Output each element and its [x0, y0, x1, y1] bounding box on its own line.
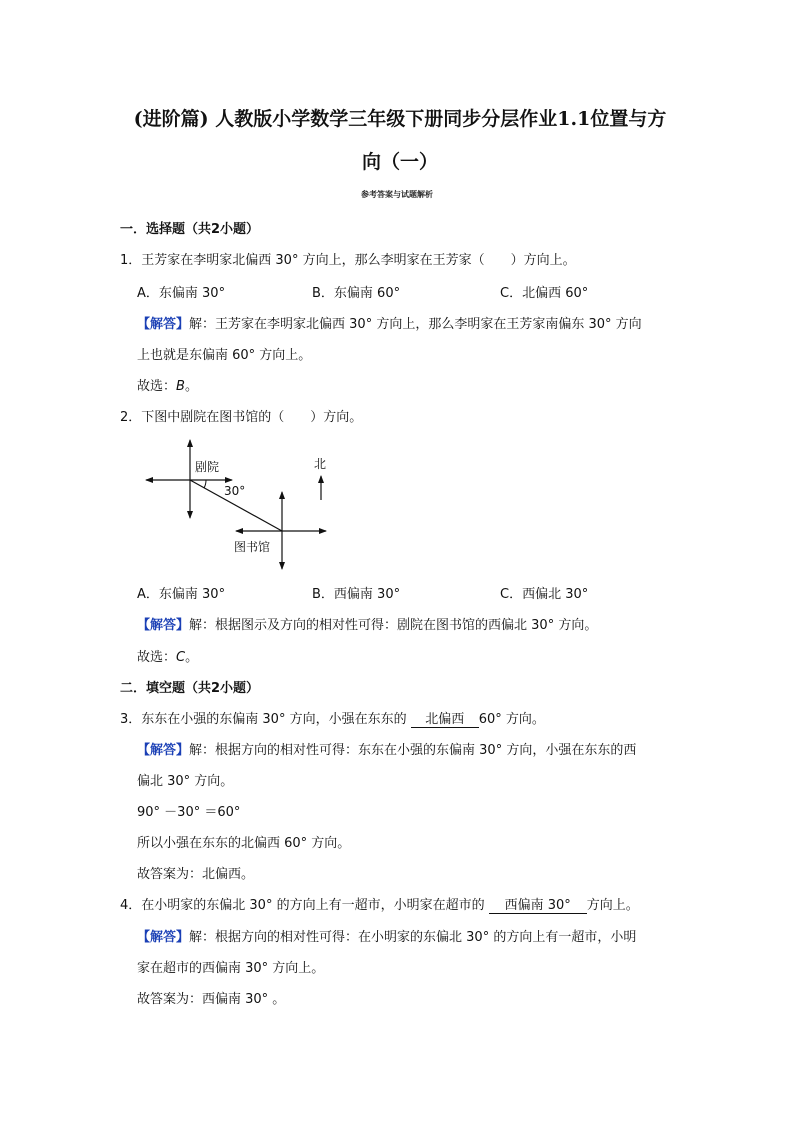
choice-letter: C: [176, 650, 186, 665]
section-heading-choice: 一．选择题（共2小题）: [120, 222, 260, 237]
question-2-option-c: C．西偏北 30°: [500, 587, 589, 602]
choice-suffix: 。: [184, 379, 198, 394]
angle-arc: [204, 480, 206, 488]
question-1-analysis-line-1: [137, 313, 642, 332]
direction-diagram: [140, 434, 340, 574]
question-3-analysis-line-2: 偏北 30° 方向。: [137, 774, 234, 789]
question-2-option-b: B．西偏南 30°: [312, 587, 401, 602]
north-label: 北: [314, 457, 327, 471]
choice-prefix: 故选：: [137, 650, 177, 665]
question-4-analysis-line-1: [137, 926, 636, 945]
answer-tag: 【解答】: [137, 317, 190, 332]
library-label: 图书馆: [234, 540, 271, 554]
question-4-analysis-line-2: 家在超市的西偏南 30° 方向上。: [137, 961, 325, 976]
answer-blank: 北偏西: [411, 708, 479, 728]
question-3-answer: 故答案为：北偏西。: [137, 867, 255, 882]
document-title-line-2: 向（一）: [361, 151, 438, 173]
theater-label: 剧院: [195, 460, 220, 474]
question-1-option-c: C．北偏西 60°: [500, 286, 589, 301]
question-2-option-a: A．东偏南 30°: [137, 587, 226, 602]
question-1-option-b: B．东偏南 60°: [312, 286, 401, 301]
analysis-text: 解：根据方向的相对性可得：在小明家的东偏北 30° 的方向上有一超市，小明: [189, 930, 637, 945]
analysis-text: 解：王芳家在李明家北偏西 30° 方向上，那么李明家在王芳家南偏东 30° 方向: [189, 317, 642, 332]
question-3-analysis-line-1: [137, 739, 636, 758]
document-title-line-1: (进阶篇) 人教版小学数学三年级下册同步分层作业1.1位置与方: [133, 108, 667, 130]
question-2-analysis-line-1: [137, 614, 597, 633]
angle-label: 30°: [224, 484, 246, 498]
answer-tag: 【解答】: [137, 618, 190, 633]
question-1-option-a: A．东偏南 30°: [137, 286, 226, 301]
question-2-choice: [137, 646, 198, 665]
choice-letter: B: [176, 379, 185, 394]
question-1-choice: [137, 375, 198, 394]
analysis-text: 解：根据图示及方向的相对性可得：剧院在图书馆的西偏北 30° 方向。: [189, 618, 598, 633]
question-3-text: [120, 708, 545, 728]
question-text-tail: 方向上。: [586, 898, 639, 913]
answer-blank: 西偏南 30°: [489, 894, 587, 914]
answer-tag: 【解答】: [137, 930, 190, 945]
question-3-calculation: 90° －30° ＝60°: [137, 805, 241, 820]
question-text: 4．在小明家的东偏北 30° 的方向上有一超市，小明家在超市的: [120, 898, 485, 913]
question-text: 3．东东在小强的东偏南 30° 方向，小强在东东的: [120, 712, 407, 727]
question-2-text: 2．下图中剧院在图书馆的（ ）方向。: [120, 410, 363, 425]
analysis-text: 解：根据方向的相对性可得：东东在小强的东偏南 30° 方向，小强在东东的西: [189, 743, 637, 758]
question-1-text: 1．王芳家在李明家北偏西 30° 方向上，那么李明家在王芳家（ ）方向上。: [120, 253, 576, 268]
question-1-analysis-line-2: 上也就是东偏南 60° 方向上。: [137, 348, 312, 363]
section-heading-fill: 二．填空题（共2小题）: [120, 681, 260, 696]
choice-suffix: 。: [185, 650, 199, 665]
question-text-tail: 60° 方向。: [478, 712, 545, 727]
question-4-text: [120, 894, 639, 914]
question-4-answer: 故答案为：西偏南 30° 。: [137, 992, 286, 1007]
answer-tag: 【解答】: [137, 743, 190, 758]
document-subtitle: 参考答案与试题解析: [361, 190, 433, 199]
question-3-analysis-line-3: 所以小强在东东的北偏西 60° 方向。: [137, 836, 351, 851]
choice-prefix: 故选：: [137, 379, 177, 394]
